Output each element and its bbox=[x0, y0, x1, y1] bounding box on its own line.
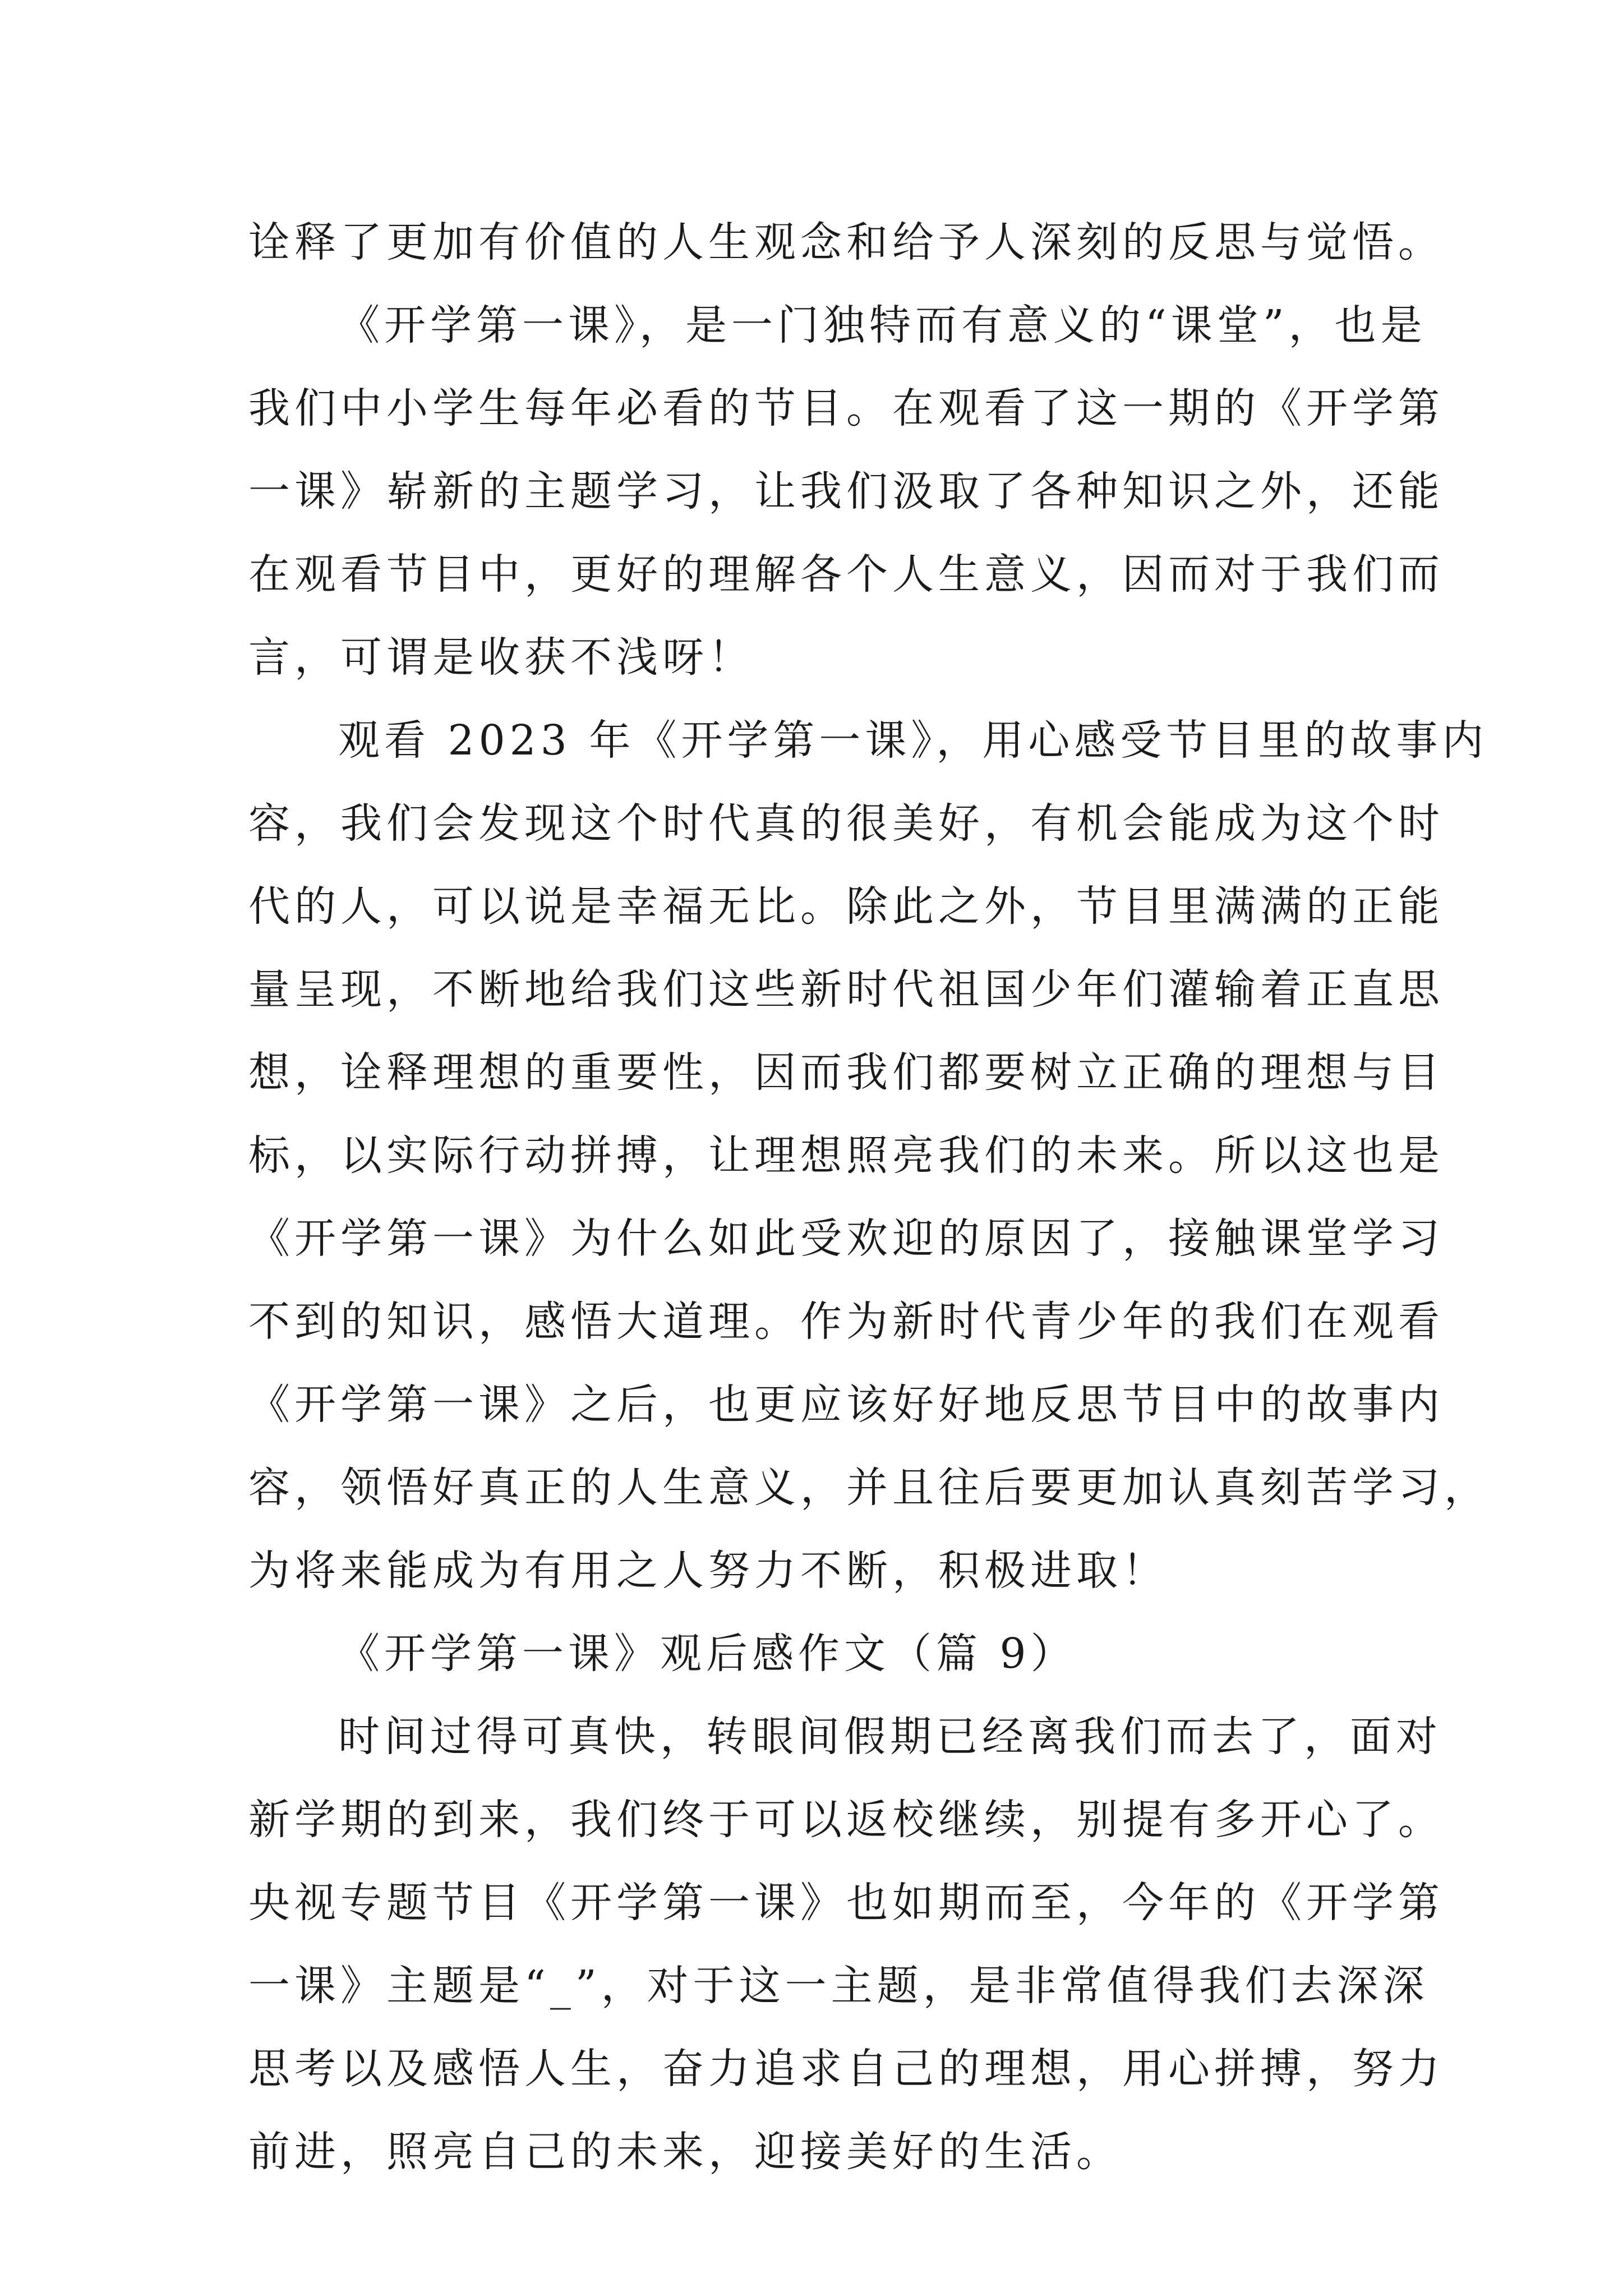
text-line: 容，我们会发现这个时代真的很美好，有机会能成为这个时 bbox=[248, 799, 1444, 848]
text-line: 为将来能成为有用之人努力不断，积极进取！ bbox=[248, 1547, 1168, 1595]
text-line: 量呈现，不断地给我们这些新时代祖国少年们灌输着正直思 bbox=[248, 965, 1444, 1014]
text-line: 标，以实际行动拼搏，让理想照亮我们的未来。所以这也是 bbox=[248, 1131, 1444, 1180]
text-line: 言，可谓是收获不浅呀！ bbox=[248, 633, 754, 682]
section-heading: 《开学第一课》观后感作文（篇 9） bbox=[338, 1630, 1077, 1678]
text-line: 代的人，可以说是幸福无比。除此之外，节目里满满的正能 bbox=[248, 882, 1444, 931]
text-line: 时间过得可真快，转眼间假期已经离我们而去了，面对 bbox=[338, 1713, 1442, 1761]
text-line: 《开学第一课》之后，也更应该好好地反思节目中的故事内 bbox=[248, 1381, 1444, 1429]
text-line: 想，诠释理想的重要性，因而我们都要树立正确的理想与目 bbox=[248, 1048, 1444, 1097]
text-line: 不到的知识，感悟大道理。作为新时代青少年的我们在观看 bbox=[248, 1297, 1444, 1346]
text-line: 观看 2023 年《开学第一课》，用心感受节目里的故事内 bbox=[338, 716, 1488, 765]
text-line: 央视专题节目《开学第一课》也如期而至，今年的《开学第 bbox=[248, 1879, 1444, 1927]
text-line: 新学期的到来，我们终于可以返校继续，别提有多开心了。 bbox=[248, 1796, 1444, 1844]
text-line: 一课》崭新的主题学习，让我们汲取了各种知识之外，还能 bbox=[248, 467, 1444, 516]
text-line: 在观看节目中，更好的理解各个人生意义，因而对于我们而 bbox=[248, 550, 1444, 599]
text-line: 诠释了更加有价值的人生观念和给予人深刻的反思与觉悟。 bbox=[248, 218, 1444, 266]
text-line: 容，领悟好真正的人生意义，并且往后要更加认真刻苦学习， bbox=[248, 1464, 1490, 1512]
text-line: 前进，照亮自己的未来，迎接美好的生活。 bbox=[248, 2128, 1122, 2176]
text-line: 一课》主题是“_”，对于这一主题，是非常值得我们去深深 bbox=[248, 1962, 1429, 2010]
text-line: 我们中小学生每年必看的节目。在观看了这一期的《开学第 bbox=[248, 384, 1444, 432]
text-line: 《开学第一课》，是一门独特而有意义的“课堂”，也是 bbox=[338, 301, 1427, 349]
text-line: 思考以及感悟人生，奋力追求自己的理想，用心拼搏，努力 bbox=[248, 2045, 1444, 2093]
text-line: 《开学第一课》为什么如此受欢迎的原因了，接触课堂学习 bbox=[248, 1214, 1444, 1263]
document-body bbox=[248, 201, 1490, 2193]
